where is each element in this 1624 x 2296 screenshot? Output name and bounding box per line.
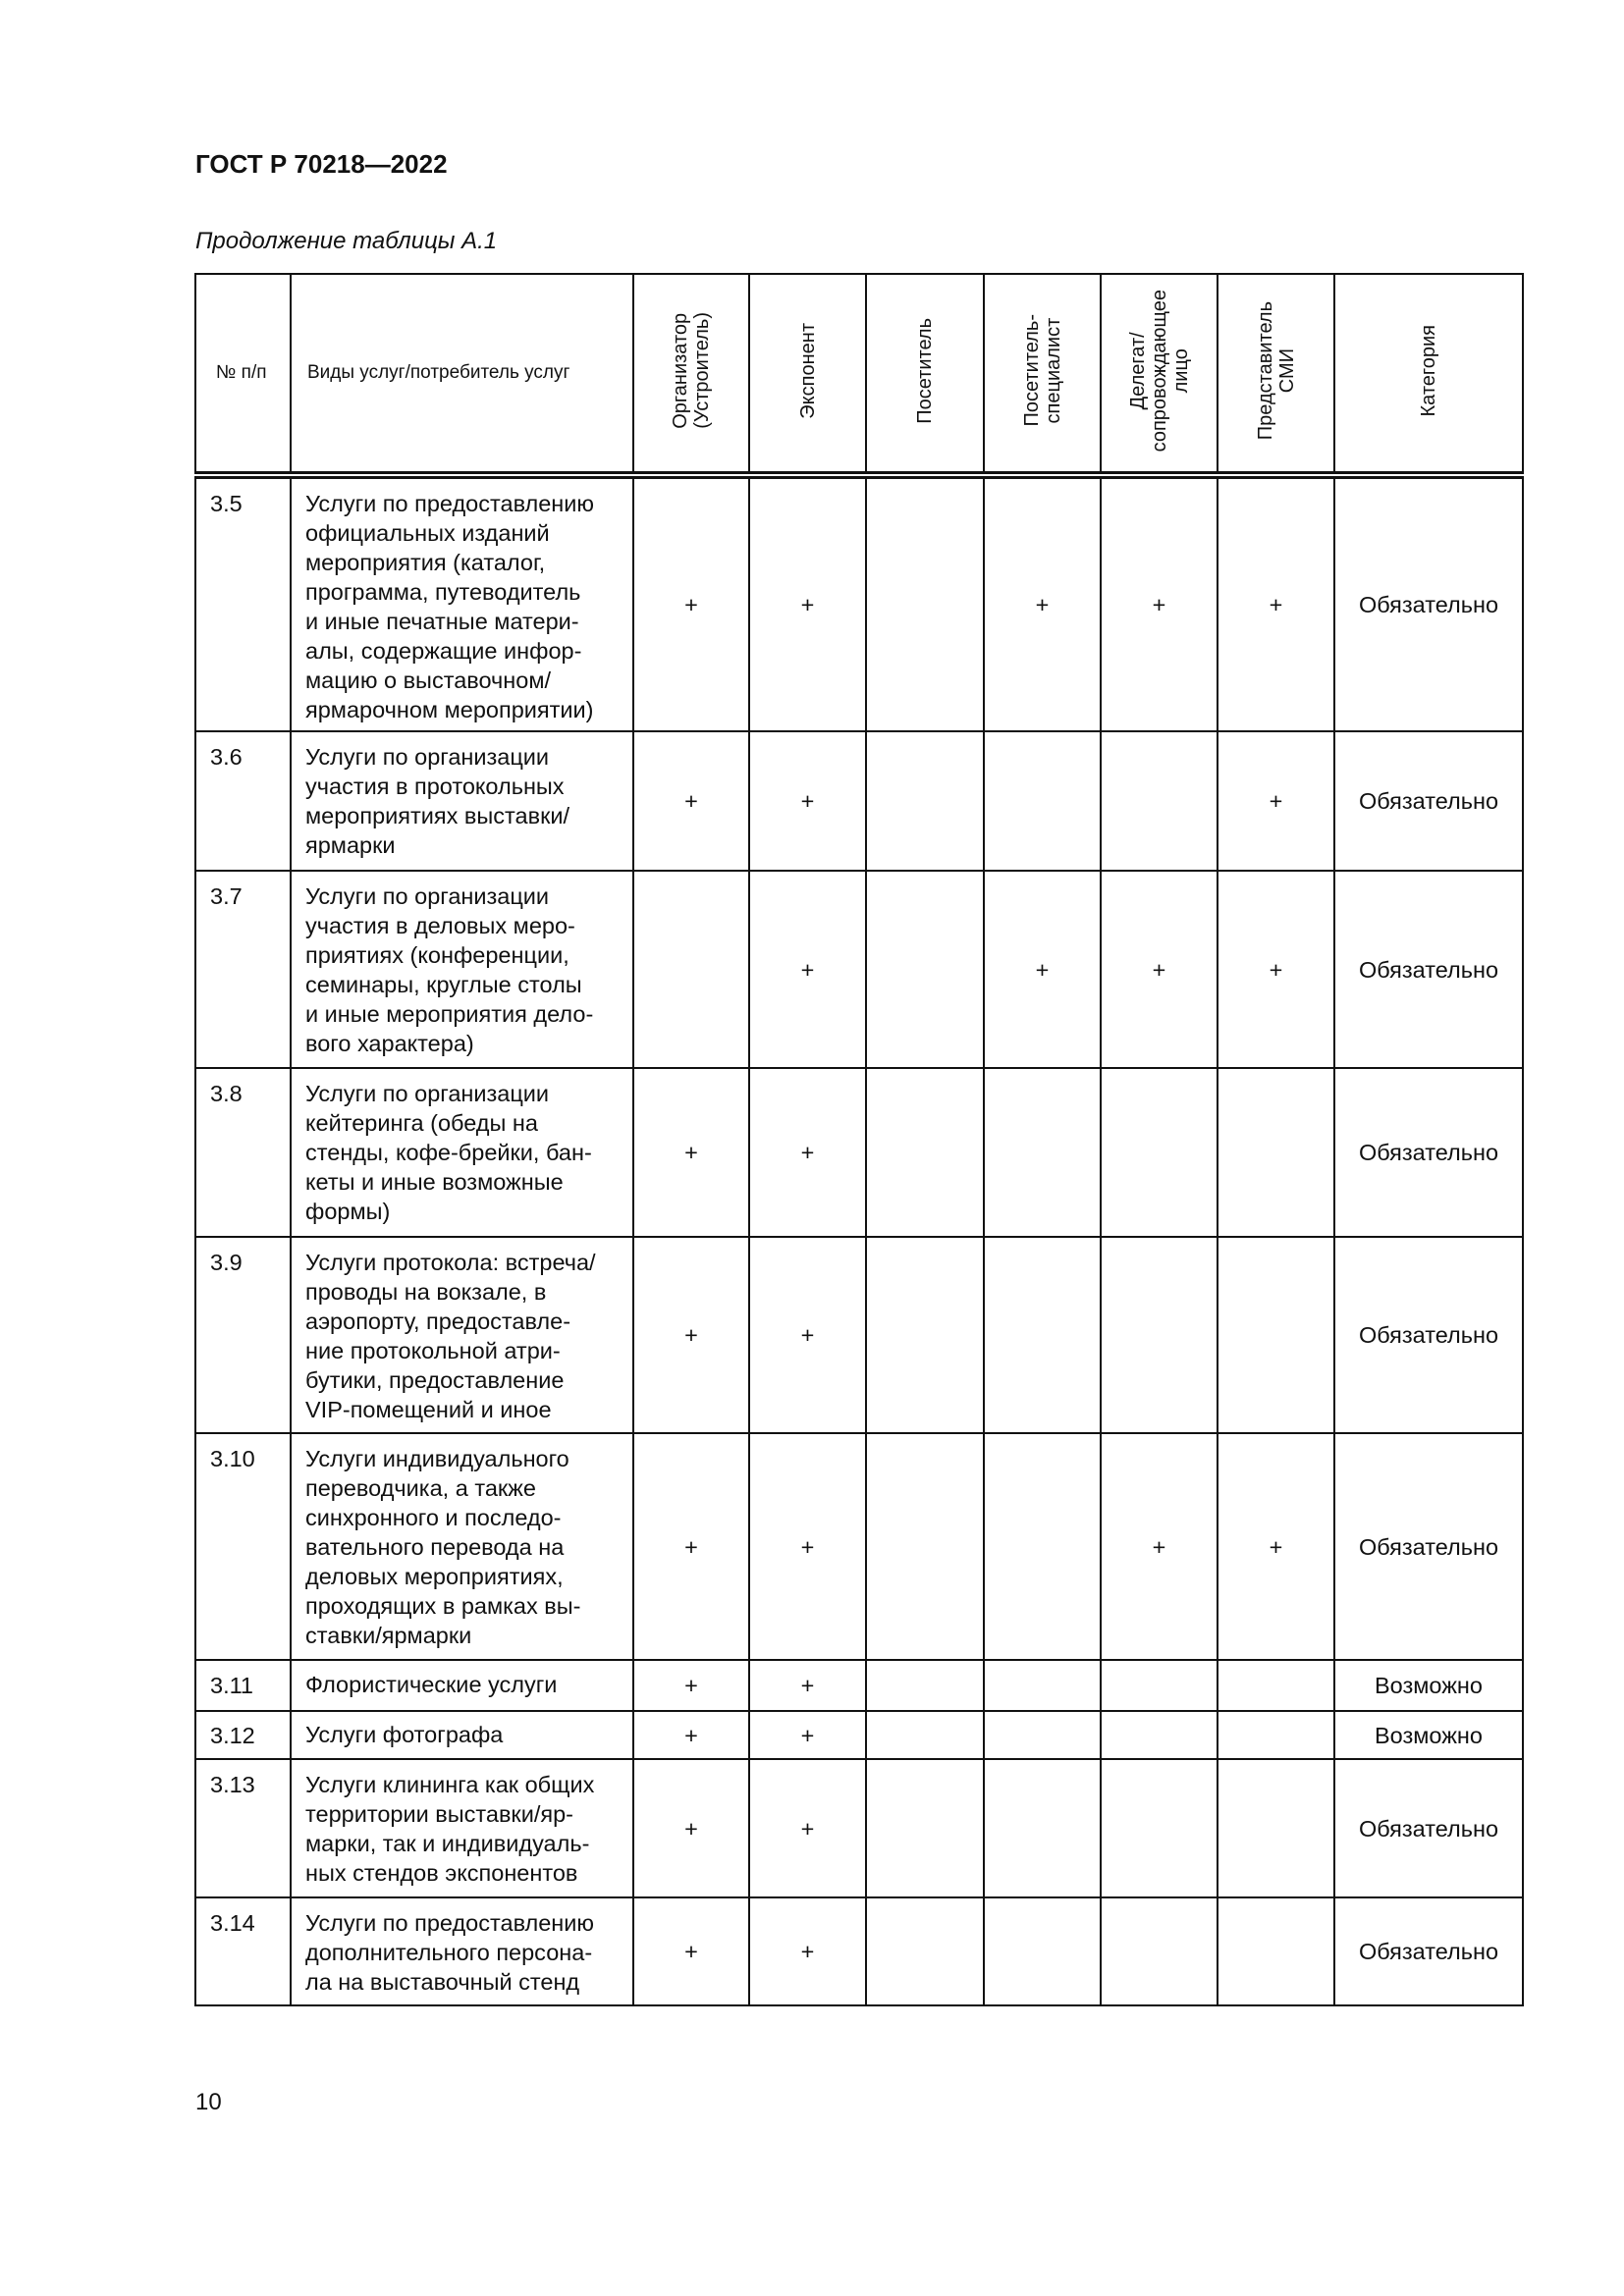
row-number: 3.9	[195, 1237, 291, 1433]
mark-media	[1218, 1711, 1334, 1759]
category-value: Обязательно	[1334, 1897, 1523, 2005]
mark-delegate: +	[1101, 1433, 1218, 1660]
service-description: Услуги фотографа	[291, 1711, 633, 1759]
mark-visitor	[866, 475, 984, 731]
mark-specialist-visitor	[984, 1711, 1101, 1759]
table-caption: Продолжение таблицы А.1	[195, 228, 498, 254]
table-row	[195, 1711, 1523, 1759]
category-value: Обязательно	[1334, 475, 1523, 731]
mark-specialist-visitor	[984, 1759, 1101, 1897]
table-row	[195, 475, 1523, 731]
mark-visitor	[866, 1660, 984, 1711]
mark-delegate	[1101, 1711, 1218, 1759]
category-value: Обязательно	[1334, 871, 1523, 1068]
column-header-specialist-visitor: Посетитель- специалист	[984, 274, 1101, 475]
mark-delegate: +	[1101, 475, 1218, 731]
service-description: Услуги по предоставлению дополнительного персона- ла на выставочный стенд	[291, 1897, 633, 2005]
mark-specialist-visitor	[984, 1897, 1101, 2005]
row-number: 3.7	[195, 871, 291, 1068]
row-number: 3.11	[195, 1660, 291, 1711]
mark-organizer: +	[633, 1660, 749, 1711]
mark-organizer: +	[633, 731, 749, 871]
mark-visitor	[866, 1237, 984, 1433]
column-header-media: Представитель СМИ	[1218, 274, 1334, 475]
mark-exhibitor: +	[749, 871, 866, 1068]
mark-media: +	[1218, 871, 1334, 1068]
mark-organizer	[633, 871, 749, 1068]
mark-media: +	[1218, 475, 1334, 731]
mark-visitor	[866, 1711, 984, 1759]
mark-exhibitor: +	[749, 731, 866, 871]
mark-organizer: +	[633, 1711, 749, 1759]
mark-exhibitor: +	[749, 1433, 866, 1660]
mark-delegate	[1101, 1897, 1218, 2005]
mark-specialist-visitor: +	[984, 475, 1101, 731]
mark-visitor	[866, 1897, 984, 2005]
mark-delegate	[1101, 1237, 1218, 1433]
mark-specialist-visitor	[984, 1433, 1101, 1660]
mark-organizer: +	[633, 1759, 749, 1897]
mark-organizer: +	[633, 475, 749, 731]
mark-delegate	[1101, 731, 1218, 871]
service-description: Услуги по организации участия в протокольных мероприятиях выставки/ ярмарки	[291, 731, 633, 871]
column-header-organizer: Организатор (Устроитель)	[633, 274, 749, 475]
column-header-category: Категория	[1334, 274, 1523, 475]
column-header-visitor: Посетитель	[866, 274, 984, 475]
mark-delegate	[1101, 1759, 1218, 1897]
mark-exhibitor: +	[749, 1068, 866, 1237]
column-header-number: № п/п	[195, 274, 291, 475]
row-number: 3.14	[195, 1897, 291, 2005]
category-value: Обязательно	[1334, 1759, 1523, 1897]
mark-organizer: +	[633, 1237, 749, 1433]
mark-exhibitor: +	[749, 475, 866, 731]
table-row	[195, 1433, 1523, 1660]
mark-visitor	[866, 1068, 984, 1237]
category-value: Обязательно	[1334, 1237, 1523, 1433]
mark-media	[1218, 1759, 1334, 1897]
category-value: Обязательно	[1334, 731, 1523, 871]
mark-exhibitor: +	[749, 1711, 866, 1759]
mark-organizer: +	[633, 1068, 749, 1237]
row-number: 3.8	[195, 1068, 291, 1237]
category-value: Возможно	[1334, 1711, 1523, 1759]
mark-exhibitor: +	[749, 1759, 866, 1897]
row-number: 3.12	[195, 1711, 291, 1759]
page-number: 10	[195, 2089, 222, 2115]
row-number: 3.10	[195, 1433, 291, 1660]
mark-delegate	[1101, 1068, 1218, 1237]
mark-visitor	[866, 1433, 984, 1660]
category-value: Возможно	[1334, 1660, 1523, 1711]
table-header-row	[195, 274, 1523, 475]
mark-delegate	[1101, 1660, 1218, 1711]
row-number: 3.13	[195, 1759, 291, 1897]
service-description: Услуги по организации участия в деловых меро- приятиях (конференции, семинары, круглые столы и иные мероприятия дело- вого характера)	[291, 871, 633, 1068]
category-value: Обязательно	[1334, 1433, 1523, 1660]
mark-visitor	[866, 1759, 984, 1897]
document-code: ГОСТ Р 70218—2022	[195, 149, 448, 179]
table-row	[195, 1068, 1523, 1237]
category-value: Обязательно	[1334, 1068, 1523, 1237]
mark-delegate: +	[1101, 871, 1218, 1068]
mark-visitor	[866, 871, 984, 1068]
mark-exhibitor: +	[749, 1660, 866, 1711]
mark-specialist-visitor	[984, 1068, 1101, 1237]
service-description: Услуги по предоставлению официальных изданий мероприятия (каталог, программа, путеводитель и иные печатные матери- алы, содержащие инфор- мацию о выставочном/ ярмарочном мероприятии)	[291, 475, 633, 731]
mark-exhibitor: +	[749, 1897, 866, 2005]
mark-media	[1218, 1897, 1334, 2005]
services-table	[194, 273, 1524, 2006]
row-number: 3.6	[195, 731, 291, 871]
service-description: Услуги клининга как общих территории выставки/яр- марки, так и индивидуаль- ных стендов экспонентов	[291, 1759, 633, 1897]
mark-specialist-visitor	[984, 731, 1101, 871]
row-number: 3.5	[195, 475, 291, 731]
mark-media: +	[1218, 731, 1334, 871]
table-row	[195, 731, 1523, 871]
mark-specialist-visitor	[984, 1237, 1101, 1433]
mark-media: +	[1218, 1433, 1334, 1660]
mark-exhibitor: +	[749, 1237, 866, 1433]
mark-organizer: +	[633, 1433, 749, 1660]
service-description: Услуги по организации кейтеринга (обеды на стенды, кофе-брейки, бан- кеты и иные возможные формы)	[291, 1068, 633, 1237]
column-header-exhibitor: Экспонент	[749, 274, 866, 475]
mark-media	[1218, 1660, 1334, 1711]
table-row	[195, 1660, 1523, 1711]
column-header-services: Виды услуг/потребитель услуг	[291, 274, 633, 475]
mark-specialist-visitor: +	[984, 871, 1101, 1068]
table-row	[195, 871, 1523, 1068]
table-row	[195, 1237, 1523, 1433]
mark-media	[1218, 1237, 1334, 1433]
service-description: Флористические услуги	[291, 1660, 633, 1711]
column-header-delegate: Делегат/ сопровождающее лицо	[1101, 274, 1218, 475]
service-description: Услуги протокола: встреча/ проводы на вокзале, в аэропорту, предоставле- ние протокольной атри- бутики, предоставление VIP-помещений и иное	[291, 1237, 633, 1433]
table-row	[195, 1897, 1523, 2005]
mark-visitor	[866, 731, 984, 871]
table-row	[195, 1759, 1523, 1897]
service-description: Услуги индивидуального переводчика, а также синхронного и последо- вательного перевода на деловых мероприятиях, проходящих в рамках вы- ставки/ярмарки	[291, 1433, 633, 1660]
mark-organizer: +	[633, 1897, 749, 2005]
mark-specialist-visitor	[984, 1660, 1101, 1711]
mark-media	[1218, 1068, 1334, 1237]
